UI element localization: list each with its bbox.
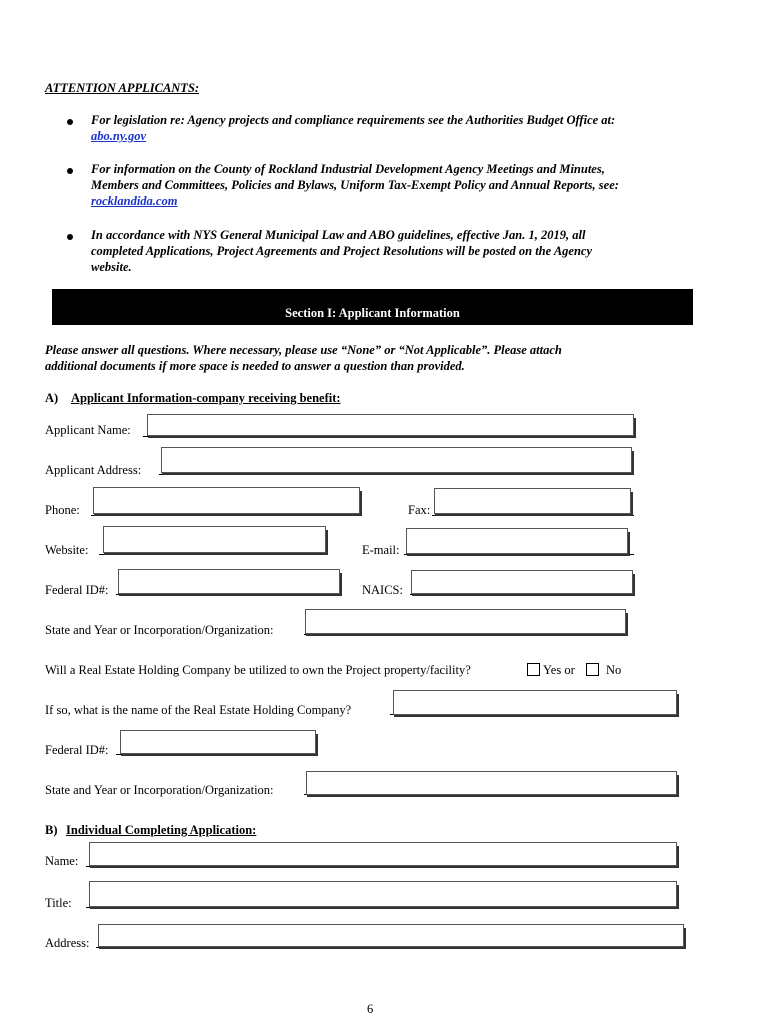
section-title: Section I: Applicant Information <box>285 306 460 320</box>
name-input[interactable] <box>89 842 677 866</box>
naics-label: NAICS: <box>362 583 403 597</box>
page-number: 6 <box>367 1002 374 1016</box>
email-label: E-mail: <box>362 543 400 557</box>
part-b-prefix: B) <box>45 823 58 837</box>
bullet-2-line1: For information on the County of Rockland Industrial Development Agency Meetings and Minutes, <box>91 162 605 176</box>
part-a-prefix: A) <box>45 391 59 405</box>
federal-id-label: Federal ID#: <box>45 583 109 597</box>
email-input[interactable] <box>406 528 628 554</box>
part-a-heading: Applicant Information-company receiving benefit: <box>71 391 341 405</box>
state-year-input[interactable] <box>305 609 626 634</box>
phone-input[interactable] <box>93 487 360 514</box>
federal-id-2-label: Federal ID#: <box>45 743 109 757</box>
yes-label: Yes or <box>543 663 575 677</box>
bullet-3-line3: website. <box>91 260 132 274</box>
bullet-dot <box>67 234 73 240</box>
attention-heading: ATTENTION APPLICANTS: <box>45 81 200 95</box>
instructions-line2: additional documents if more space is needed to answer a question than provided. <box>45 359 465 373</box>
applicant-name-input[interactable] <box>147 414 634 436</box>
federal-id-2-input[interactable] <box>120 730 316 754</box>
section-banner <box>52 289 693 325</box>
fax-input[interactable] <box>434 488 631 514</box>
address-input[interactable] <box>98 924 684 947</box>
re-holding-question: Will a Real Estate Holding Company be utilized to own the Project property/facility? <box>45 663 471 677</box>
abo-link[interactable]: abo.ny.gov <box>91 129 147 143</box>
fax-label: Fax: <box>408 503 431 517</box>
bullet-2-line2: Members and Committees, Policies and Bylaws, Uniform Tax-Exempt Policy and Annual Reports, see: <box>91 178 619 192</box>
website-input[interactable] <box>103 526 326 553</box>
state-year-2-input[interactable] <box>306 771 677 795</box>
state-year-2-label: State and Year or Incorporation/Organization: <box>45 783 274 797</box>
bullet-dot <box>67 168 73 174</box>
no-label: No <box>606 663 622 677</box>
name-label: Name: <box>45 854 79 868</box>
address-label: Address: <box>45 936 90 950</box>
re-name-input[interactable] <box>393 690 677 715</box>
title-label: Title: <box>45 896 72 910</box>
bullet-1-text: For legislation re: Agency projects and compliance requirements see the Authorities Budget Office at: <box>91 113 616 127</box>
bullet-3-line1: In accordance with NYS General Municipal Law and ABO guidelines, effective Jan. 1, 2019, all <box>91 228 586 242</box>
bullet-dot <box>67 119 73 125</box>
rocklandida-link[interactable]: rocklandida.com <box>91 194 178 208</box>
phone-label: Phone: <box>45 503 80 517</box>
website-label: Website: <box>45 543 89 557</box>
federal-id-input[interactable] <box>118 569 340 594</box>
applicant-address-input[interactable] <box>161 447 632 473</box>
no-checkbox[interactable] <box>586 663 599 676</box>
state-year-label: State and Year or Incorporation/Organization: <box>45 623 274 637</box>
applicant-name-label: Applicant Name: <box>45 423 131 437</box>
part-b-heading: Individual Completing Application: <box>66 823 257 837</box>
title-input[interactable] <box>89 881 677 907</box>
bullet-3-line2: completed Applications, Project Agreements and Project Resolutions will be posted on the Agency <box>91 244 593 258</box>
re-name-label: If so, what is the name of the Real Estate Holding Company? <box>45 703 352 717</box>
instructions-line1: Please answer all questions. Where necessary, please use “None” or “Not Applicable”. Please attach <box>45 343 562 357</box>
naics-input[interactable] <box>411 570 633 594</box>
yes-checkbox[interactable] <box>527 663 540 676</box>
applicant-address-label: Applicant Address: <box>45 463 142 477</box>
